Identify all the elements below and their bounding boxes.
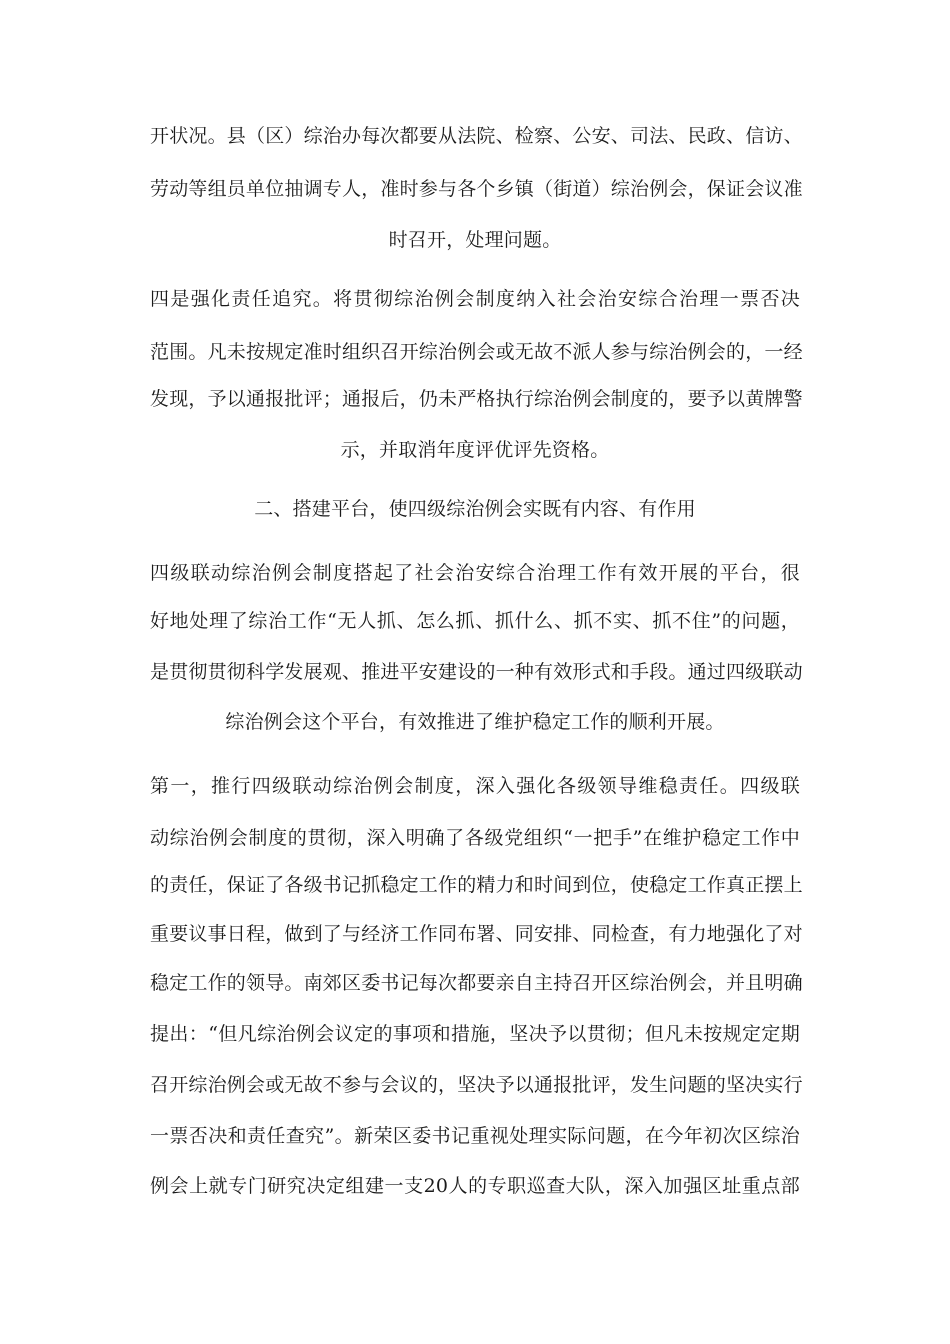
paragraph-2-line-1: 四是强化责任追究。将贯彻综治例会制度纳入社会治安综合治理一票否决 (150, 288, 800, 310)
paragraph-3-line-1: 四级联动综治例会制度搭起了社会治安综合治理工作有效开展的平台，很 (150, 562, 800, 584)
paragraph-4-line-2: 动综治例会制度的贯彻，深入明确了各级党组织“一把手”在维护稳定工作中 (150, 827, 800, 849)
paragraph-4-line-1: 第一，推行四级联动综治例会制度，深入强化各级领导维稳责任。四级联 (150, 775, 800, 797)
paragraph-3-line-2: 好地处理了综治工作“无人抓、怎么抓、抓什么、抓不实、抓不住”的问题， (150, 610, 800, 632)
paragraph-2-line-3: 发现，予以通报批评；通报后，仍未严格执行综治例会制度的，要予以黄牌警 (150, 388, 803, 410)
paragraph-4-line-8: 一票否决和责任查究”。新荣区委书记重视处理实际问题，在今年初次区综治 (150, 1125, 800, 1147)
paragraph-4-line-6: 提出：“但凡综治例会议定的事项和措施，坚决予以贯彻；但凡未按规定定期 (150, 1023, 800, 1045)
paragraph-1-line-2: 劳动等组员单位抽调专人，准时参与各个乡镇（街道）综治例会，保证会议准 (150, 178, 803, 200)
paragraph-3-line-3: 是贯彻贯彻科学发展观、推进平安建设的一种有效形式和手段。通过四级联动 (150, 661, 803, 683)
paragraph-1-line-1: 开状况。县（区）综治办每次都要从法院、检察、公安、司法、民政、信访、 (150, 125, 803, 147)
section-heading: 二、搭建平台，使四级综治例会实既有内容、有作用 (254, 498, 696, 520)
paragraph-4-line-9: 例会上就专门研究决定组建一支20人的专职巡查大队，深入加强区址重点部 (150, 1175, 800, 1197)
paragraph-1-line-3: 时召开，处理问题。 (388, 229, 562, 251)
paragraph-4-line-3: 的责任，保证了各级书记抓稳定工作的精力和时间到位，使稳定工作真正摆上 (150, 874, 803, 896)
paragraph-4-line-5: 稳定工作的领导。南郊区委书记每次都要亲自主持召开区综治例会，并且明确 (150, 972, 803, 994)
paragraph-4-line-4: 重要议事日程，做到了与经济工作同布署、同安排、同检查，有力地强化了对 (150, 923, 803, 945)
paragraph-3-line-4: 综治例会这个平台，有效推进了维护稳定工作的顺利开展。 (225, 711, 725, 733)
paragraph-2-line-2: 范围。凡未按规定准时组织召开综治例会或无故不派人参与综治例会的，一经 (150, 341, 803, 363)
paragraph-2-line-4: 示，并取消年度评优评先资格。 (340, 439, 610, 461)
paragraph-4-line-7: 召开综治例会或无故不参与会议的，坚决予以通报批评，发生问题的坚决实行 (150, 1074, 803, 1096)
